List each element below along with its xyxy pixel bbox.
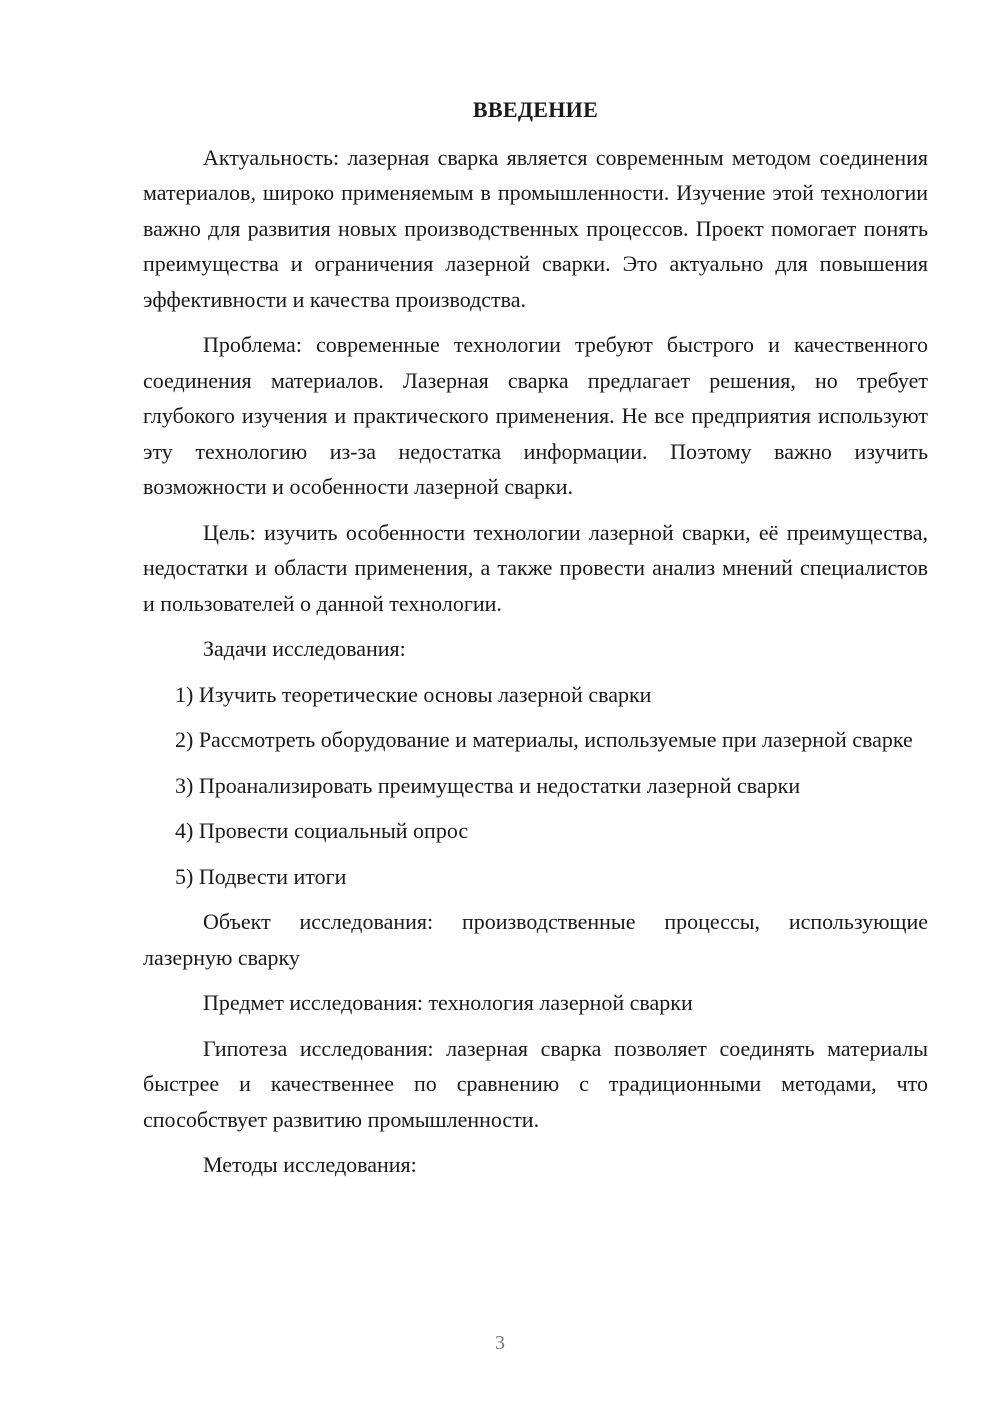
document-title: ВВЕДЕНИЕ bbox=[472, 97, 599, 122]
paragraph-tasks-heading: Задачи исследования: bbox=[203, 636, 406, 661]
paragraph-object: Объект исследования: производственные процессы, использующие лазерную сварку bbox=[143, 909, 928, 970]
task-item: 4) Провести социальный опрос bbox=[175, 818, 469, 843]
paragraph-relevance: Актуальность: лазерная сварка является современным методом соединения материалов, широко применяемым в промышленности. Изучение этой технологии важно для развития новых производственных процессов. Проект помогает понять преимущества и ограничения лазерной сварки. Это актуально для повышения эффективности и качества производства. bbox=[143, 144, 928, 312]
paragraph-goal: Цель: изучить особенности технологии лазерной сварки, её преимущества, недостатки и области применения, а также провести анализ мнений специалистов и пользователей о данной технологии. bbox=[143, 519, 928, 616]
task-item: 1) Изучить теоретические основы лазерной сварки bbox=[175, 681, 652, 707]
task-item: 5) Подвести итоги bbox=[175, 863, 347, 889]
paragraph-hypothesis: Гипотеза исследования: лазерная сварка позволяет соединять материалы быстрее и качественнее по сравнению с традиционными методами, что способствует развитию промышленности. bbox=[143, 1035, 928, 1132]
paragraph-problem: Проблема: современные технологии требуют быстрого и качественного соединения материалов. Лазерная сварка предлагает решения, но требует глубокого изучения и практического применения. Не все предприятия используют эту технологию из-за недостатка информации. Поэтому важно изучить возможности и особенности лазерной сварки. bbox=[143, 332, 928, 499]
paragraph-subject: Предмет исследования: технология лазерной сварки bbox=[203, 990, 693, 1015]
task-item: 3) Проанализировать преимущества и недостатки лазерной сварки bbox=[175, 772, 801, 798]
document-page bbox=[143, 92, 928, 1193]
page-number: 3 bbox=[495, 1332, 505, 1354]
task-item: 2) Рассмотреть оборудование и материалы, используемые при лазерной сварке bbox=[175, 727, 913, 752]
paragraph-methods: Методы исследования: bbox=[203, 1152, 417, 1177]
